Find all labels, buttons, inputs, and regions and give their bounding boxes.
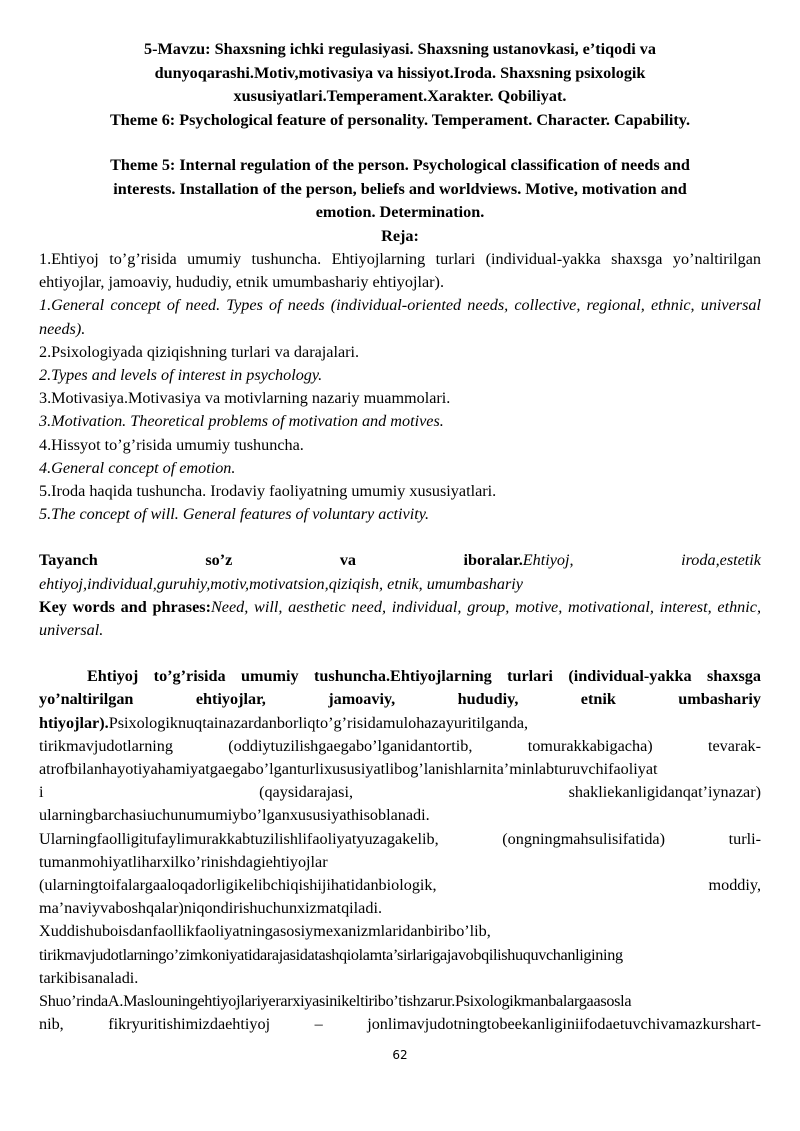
- title-line: dunyoqarashi.Motiv,motivasiya va hissiyot.Iroda. Shaxsning psixologik: [154, 63, 646, 82]
- keywords-en-label: Key words and phrases:: [39, 597, 211, 616]
- paragraph-line: tarkibisanaladi.: [39, 968, 139, 987]
- keywords-word: so’z: [205, 551, 233, 570]
- paragraph-fragment: (ularningtoifalargaaloqadorligikelibchiqishijihatidanbiologik,: [39, 876, 437, 895]
- plan-item-uz: 1.Ehtiyoj to’g’risida umumiy tushuncha. Ehtiyojlarning turlari (individual-yakka shaxsga yo’naltirilgan ehtiyojlar, jamoaviy, hududiy, etnik umumbashariy ehtiyojlar).: [39, 250, 761, 292]
- keywords-label: iboralar.: [463, 551, 523, 570]
- section-paragraph: [39, 665, 761, 735]
- paragraph-line: tumanmohiyatliharxilko’rinishdagiehtiyojlar: [39, 852, 328, 871]
- paragraph-line: Shuo’rindaA.Maslouningehtiyojlariyerarxiyasinikeltiribo’tishzarur.Psixologikmanbalargaasosla: [39, 992, 632, 1011]
- title-line: xususiyatlari.Temperament.Xarakter. Qobiliyat.: [233, 87, 567, 105]
- paragraph-fragment: shakliekanligidanqat’iynazar): [568, 783, 761, 802]
- theme5-line: interests. Installation of the person, beliefs and worldviews. Motive, motivation and: [113, 179, 687, 198]
- plan-item-en: 1.General concept of need. Types of needs (individual-oriented needs, collective, regional, ethnic, universal needs).: [39, 296, 761, 338]
- keyword-item: Ehtiyoj,: [522, 551, 574, 570]
- paragraph-line: nib, fikryuritishimizdaehtiyoj – jonlimavjudotningtobeekanliginiifodaetuvchivamazkurshart-: [39, 1015, 761, 1034]
- paragraph-line: ma’naviyvaboshqalar)niqondirishuchunxizmatqiladi.: [39, 899, 382, 918]
- plan-item-en: 5.The concept of will. General features of voluntary activity.: [39, 505, 430, 524]
- theme5-line: emotion. Determination.: [315, 203, 485, 221]
- paragraph-line: tirikmavjudotlarningo’zimkoniyatidarajasidatashqiolamta’sirlarigajavobqilishuquvchanligining: [39, 945, 623, 964]
- document-page: [39, 38, 761, 1037]
- plan-item-en: 3.Motivation. Theoretical problems of motivation and motives.: [39, 412, 444, 431]
- title-line: Theme 6: Psychological feature of personality. Temperament. Character. Capability.: [110, 110, 690, 129]
- paragraph-line: ularningbarchasiuchunumumiybo’lganxususiyathisoblanadi.: [39, 806, 430, 825]
- paragraph-line: atrofbilanhayotiyahamiyatgaegabo’lganturlixususiyatlibog’lanishlarnita’minlabturuvchifaoliyat: [39, 760, 658, 779]
- section-heading: Ehtiyoj to’g’risida umumiy tushuncha.Ehtiyojlarning turlari (individual-yakka shaxsga yo’naltirilgan ehtiyojlar, jamoaviy, hududiy, etnik umbashariy htiyojlar).: [39, 667, 761, 732]
- paragraph-line: [39, 781, 761, 804]
- plan-heading: Reja:: [381, 226, 419, 245]
- paragraph-fragment: i: [39, 783, 44, 802]
- keywords-uz-list: ehtiyoj,individual,guruhiy,motiv,motivatsion,qiziqish, etnik, umumbashariy: [39, 574, 523, 593]
- title-line: 5-Mavzu: Shaxsning ichki regulasiyasi. Shaxsning ustanovkasi, e’tiqodi va: [144, 40, 656, 58]
- paragraph-fragment: (qaysidarajasi,: [259, 783, 354, 802]
- title-block: [39, 38, 761, 248]
- plan-item-uz: 3.Motivasiya.Motivasiya va motivlarning nazariy muammolari.: [39, 389, 451, 408]
- keywords-word: va: [339, 551, 357, 570]
- plan-item-en: 2.Types and levels of interest in psychology.: [39, 366, 323, 385]
- paragraph-fragment: moddiy,: [708, 876, 761, 895]
- keyword-item: iroda,estetik: [681, 551, 761, 570]
- paragraph-line: tirikmavjudotlarning (oddiytuzilishgaegabo’lganidantortib, tomurakkabigacha) tevarak-: [39, 736, 761, 755]
- plan-item-uz: 4.Hissyot to’g’risida umumiy tushuncha.: [39, 435, 304, 454]
- paragraph-line: [39, 874, 761, 897]
- plan-list: [39, 248, 761, 526]
- plan-item-en: 4.General concept of emotion.: [39, 458, 236, 477]
- paragraph-line: Xuddishuboisdanfaollikfaoliyatningasosiymexanizmlaridanbiribo’lib,: [39, 922, 491, 941]
- keywords-en-text: Need, will, aesthetic need, individual, group, motive, motivational, interest, ethnic, universal.: [39, 597, 762, 640]
- keywords-en: [39, 596, 761, 642]
- keywords-word-group: [464, 549, 574, 572]
- paragraph-line: Ularningfaolligitufaylimurakkabtuzilishlifaoliyatyuzagakelib, (ongningmahsulisifatida) turli-: [39, 829, 761, 848]
- plan-item-uz: 2.Psixologiyada qiziqishning turlari va darajalari.: [39, 342, 360, 361]
- keywords-uz-line: [39, 549, 761, 572]
- keywords-word: Tayanch: [39, 551, 98, 570]
- paragraph-text: Psixologiknuqtainazardanborliqto’g’risidamulohazayuritilganda,: [108, 713, 529, 732]
- plan-item-uz: 5.Iroda haqida tushuncha. Irodaviy faoliyatning umumiy xususiyatlari.: [39, 482, 497, 501]
- keywords-block: [39, 549, 761, 642]
- page-number: 62: [392, 1048, 408, 1062]
- theme5-line: Theme 5: Internal regulation of the person. Psychological classification of needs and: [110, 156, 690, 174]
- main-text: [39, 665, 761, 1036]
